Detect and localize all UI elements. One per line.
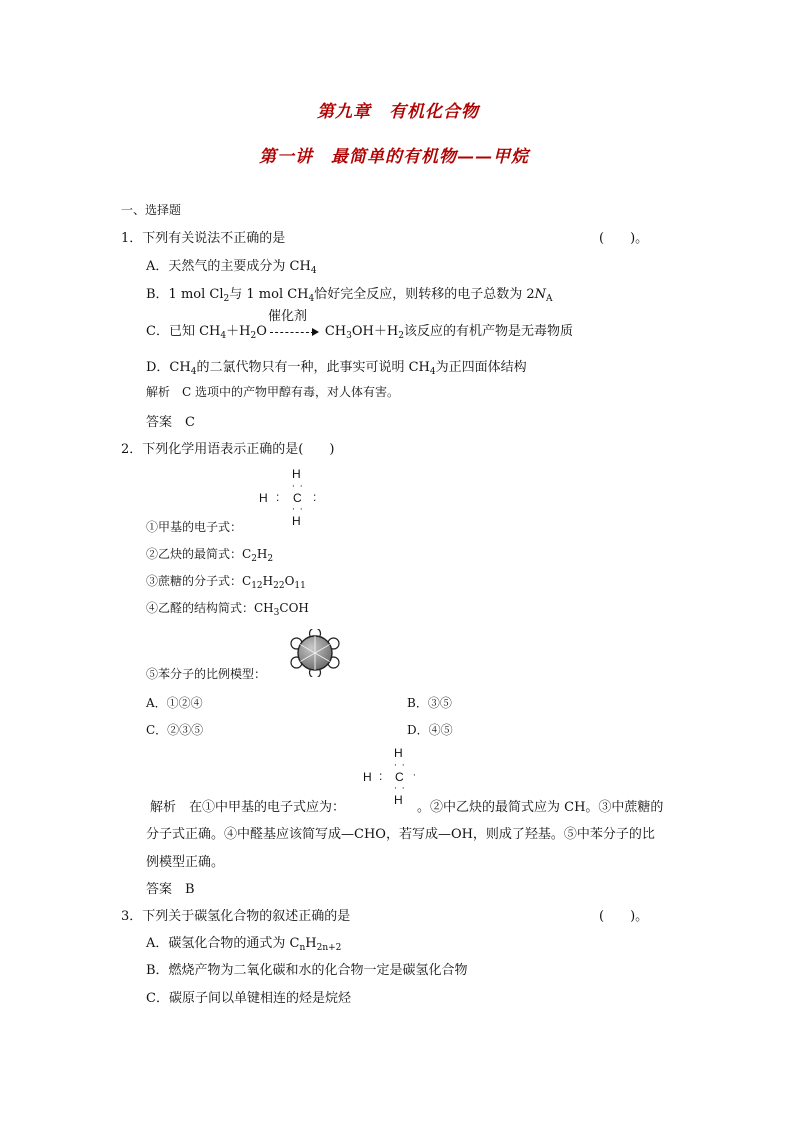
- text: O: [256, 324, 267, 339]
- text: OH＋H: [351, 324, 399, 339]
- q2-analysis-line1b: 。②中乙炔的最简式应为 CH。③中蔗糖的: [417, 800, 664, 815]
- sub: A: [546, 294, 553, 304]
- ef-c: C: [395, 770, 404, 784]
- sub: 12: [251, 581, 263, 591]
- q3-stem: 3．下列关于碳氢化合物的叙述正确的是: [121, 909, 351, 924]
- text: O: [284, 574, 295, 588]
- q1-option-b: [146, 283, 553, 302]
- q2-stem: 2．下列化学用语表示正确的是( ): [121, 442, 335, 457]
- ef-colon: :: [313, 490, 317, 504]
- reaction-arrow: [270, 323, 322, 341]
- q2-analysis-line3: 例模型正确。: [146, 855, 225, 870]
- text: 恰好完全反应，则转移的电子总数为 2: [314, 287, 535, 302]
- text: H: [305, 936, 317, 951]
- ef-h-left: H: [259, 491, 268, 505]
- q1-answer: 答案 C: [146, 415, 195, 430]
- chapter-title: 第九章 有机化合物: [317, 102, 479, 122]
- text: C．已知 CH: [146, 324, 221, 339]
- ef-dots: · ·: [394, 761, 406, 771]
- ef-c: C: [293, 491, 302, 505]
- sub: 3: [346, 331, 352, 341]
- text: 与 1 mol CH: [229, 287, 309, 302]
- ef-h-bottom: H: [292, 514, 301, 528]
- ef-h-left: H: [363, 770, 372, 784]
- q1-stem: 1．下列有关说法不正确的是: [121, 231, 286, 246]
- avogadro-symbol: N: [534, 287, 547, 302]
- analysis-methyl-formula: [360, 746, 420, 808]
- q2-analysis-line2: 分子式正确。④中醛基应该简写成—CHO，若写成—OH，则成了羟基。⑤中苯分子的比: [146, 827, 655, 842]
- text: A．碳氢化合物的通式为 C: [146, 936, 300, 951]
- sub: 4: [190, 367, 197, 377]
- section-heading: 一、选择题: [121, 203, 182, 217]
- ef-h-bottom: H: [394, 793, 403, 807]
- text: B．1 mol Cl: [146, 287, 224, 302]
- q2-item-3: [146, 572, 306, 589]
- text: 为正四面体结构: [435, 360, 527, 375]
- ef-h-top: H: [394, 746, 403, 760]
- sub: 2: [251, 554, 257, 564]
- methyl-electron-formula: [255, 467, 325, 529]
- sub: 2: [250, 331, 257, 341]
- q3-answer-paren: ( )。: [599, 909, 649, 924]
- text: H: [262, 574, 274, 588]
- q1-option-a: [146, 255, 317, 274]
- sub: 22: [273, 581, 285, 591]
- ef-colon: :: [276, 490, 280, 504]
- sub: 4: [310, 266, 317, 276]
- q2-option-d: D．④⑤: [407, 723, 453, 737]
- q2-item-2: [146, 545, 273, 562]
- text: CH: [324, 324, 347, 339]
- text: ③蔗糖的分子式：C: [146, 574, 252, 588]
- ef-h-top: H: [292, 467, 301, 481]
- lecture-title: 第一讲 最简单的有机物——甲烷: [259, 147, 529, 167]
- sub: 2: [267, 554, 274, 564]
- q3-option-b: B．燃烧产物为二氧化碳和水的化合物一定是碳氢化合物: [146, 963, 468, 978]
- q2-item-5: ⑤苯分子的比例模型：: [146, 667, 267, 681]
- text: D．CH: [146, 360, 191, 375]
- q2-option-b: B．③⑤: [407, 696, 452, 710]
- catalyst-label: 催化剂: [268, 309, 308, 324]
- text: COH: [279, 601, 309, 615]
- sub: 4: [308, 294, 315, 304]
- text: 的二氯代物只有一种，此事实可说明 CH: [196, 360, 430, 375]
- ef-dot: ·: [413, 771, 417, 781]
- q3-option-c: C．碳原子间以单键相连的烃是烷烃: [146, 991, 351, 1006]
- ef-dots: · ·: [292, 505, 304, 515]
- sub: 2: [223, 294, 230, 304]
- q1-analysis: 解析 C 选项中的产物甲醇有毒，对人体有害。: [146, 385, 399, 399]
- ef-dots: · ·: [292, 482, 304, 492]
- q1-option-c: [146, 320, 573, 341]
- q2-item-1: ①甲基的电子式：: [146, 520, 243, 534]
- sub: 4: [429, 367, 436, 377]
- text: ＋H: [226, 324, 251, 339]
- ef-dots: · ·: [394, 784, 406, 794]
- q2-item-4: [146, 599, 309, 616]
- ef-colon: :: [379, 769, 383, 783]
- text: 该反应的有机产物是无毒物质: [403, 324, 573, 339]
- text: ④乙醛的结构简式：CH: [146, 601, 274, 615]
- sub: 4: [220, 331, 227, 341]
- q2-answer: 答案 B: [146, 882, 195, 897]
- q1-option-d: [146, 356, 527, 375]
- q1-option-a-text: A．天然气的主要成分为 CH: [146, 259, 311, 274]
- q2-analysis-line1a: 解析 在①中甲基的电子式应为：: [150, 800, 346, 815]
- sub: 11: [294, 581, 306, 591]
- q2-option-a: A．①②④: [146, 696, 203, 710]
- text: H: [256, 547, 268, 561]
- q2-option-c: C．②③⑤: [146, 723, 204, 737]
- q1-answer-paren: ( )。: [599, 231, 649, 246]
- text: ②乙炔的最简式：C: [146, 547, 252, 561]
- benzene-model-image: [289, 629, 341, 677]
- sub: 2: [398, 331, 404, 341]
- sub: 2n+2: [316, 943, 342, 953]
- q3-option-a: [146, 932, 341, 951]
- sub: n: [299, 943, 306, 953]
- sub: 3: [273, 608, 280, 618]
